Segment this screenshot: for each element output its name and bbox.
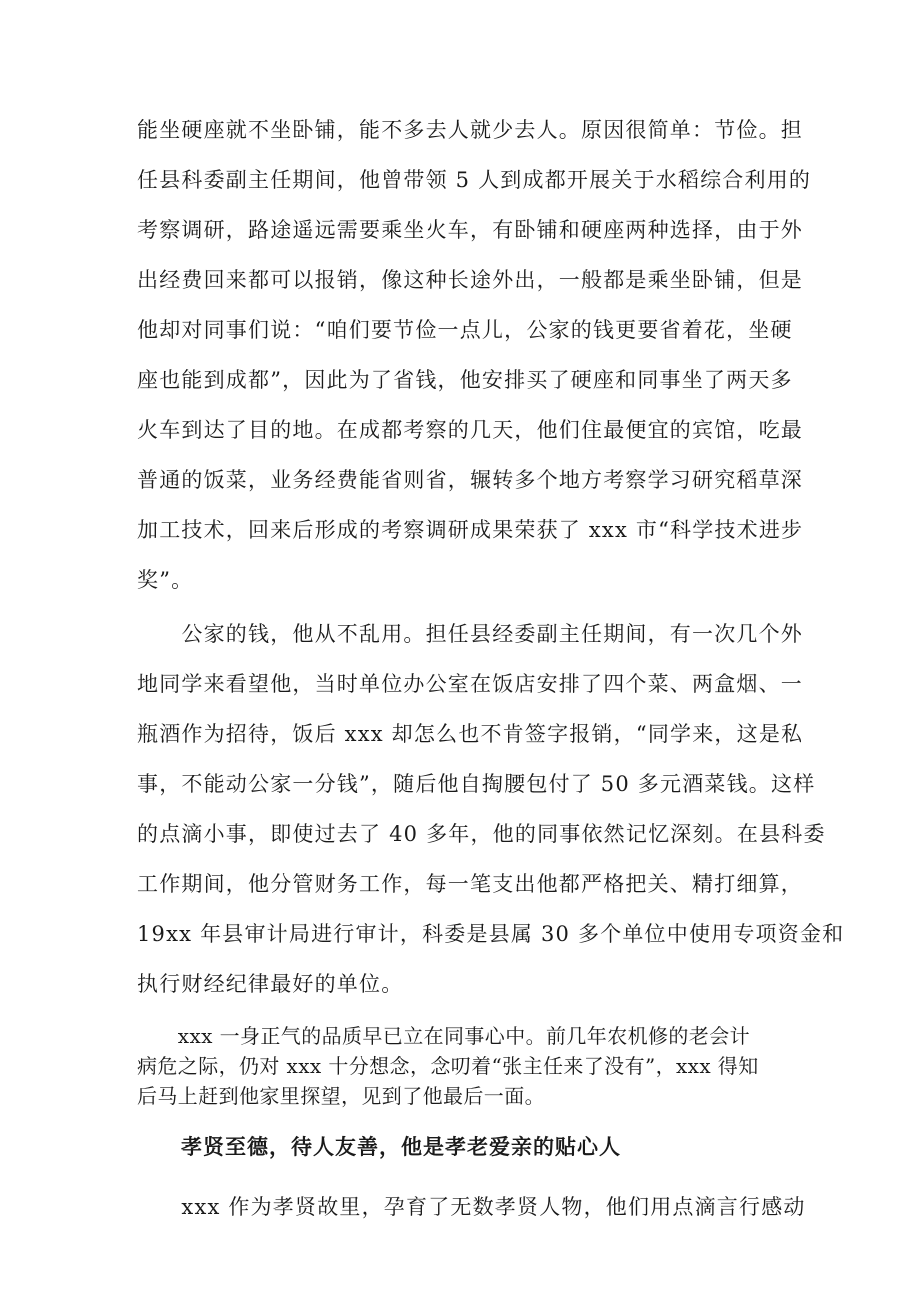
text-line: 任县科委副主任期间，他曾带领 5 人到成都开展关于水稻综合利用的 [137,168,812,192]
text-line: 后马上赶到他家里探望，见到了他最后一面。 [137,1084,545,1108]
text-line: 事，不能动公家一分钱”，随后他自掏腰包付了 50 多元酒菜钱。这样 [137,772,816,796]
text-line: 他却对同事们说：“咱们要节俭一点儿，公家的钱更要省着花，坐硬 [137,318,793,342]
text-line: 考察调研，路途遥远需要乘坐火车，有卧铺和硬座两种选择，由于外 [137,218,803,242]
text-line: 出经费回来都可以报销，像这种长途外出，一般都是乘坐卧铺，但是 [137,268,803,292]
text-line: 火车到达了目的地。在成都考察的几天，他们住最便宜的宾馆，吃最 [137,418,803,442]
text-line: 19xx 年县审计局进行审计，科委是县属 30 多个单位中使用专项资金和 [137,922,845,946]
text-line: xxx 一身正气的品质早已立在同事心中。前几年农机修的老会计 [137,1024,750,1048]
text-line: xxx 作为孝贤故里，孕育了无数孝贤人物，他们用点滴言行感动 [137,1195,806,1219]
text-line: 能坐硬座就不坐卧铺，能不多去人就少去人。原因很简单：节俭。担 [137,118,803,142]
text-line: 执行财经纪律最好的单位。 [137,972,404,996]
text-line: 奖”。 [137,568,194,592]
text-line: 普通的饭菜，业务经费能省则省，辗转多个地方考察学习研究稻草深 [137,468,803,492]
text-line: 工作期间，他分管财务工作，每一笔支出他都严格把关、精打细算， [137,872,803,896]
text-line: 地同学来看望他，当时单位办公室在饭店安排了四个菜、两盒烟、一 [137,672,803,696]
text-line: 座也能到成都”，因此为了省钱，他安排买了硬座和同事坐了两天多 [137,368,793,392]
text-line: 的点滴小事，即使过去了 40 多年，他的同事依然记忆深刻。在县科委 [137,822,826,846]
text-line: 加工技术，回来后形成的考察调研成果荣获了 xxx 市“科学技术进步 [137,518,804,542]
text-line: 瓶酒作为招待，饭后 xxx 却怎么也不肯签字报销，“同学来，这是私 [137,722,804,746]
text-line: 公家的钱，他从不乱用。担任县经委副主任期间，有一次几个外 [137,622,803,646]
text-line: 病危之际，仍对 xxx 十分想念，念叨着“张主任来了没有”，xxx 得知 [137,1054,759,1078]
section-heading: 孝贤至德，待人友善，他是孝老爱亲的贴心人 [181,1134,621,1159]
